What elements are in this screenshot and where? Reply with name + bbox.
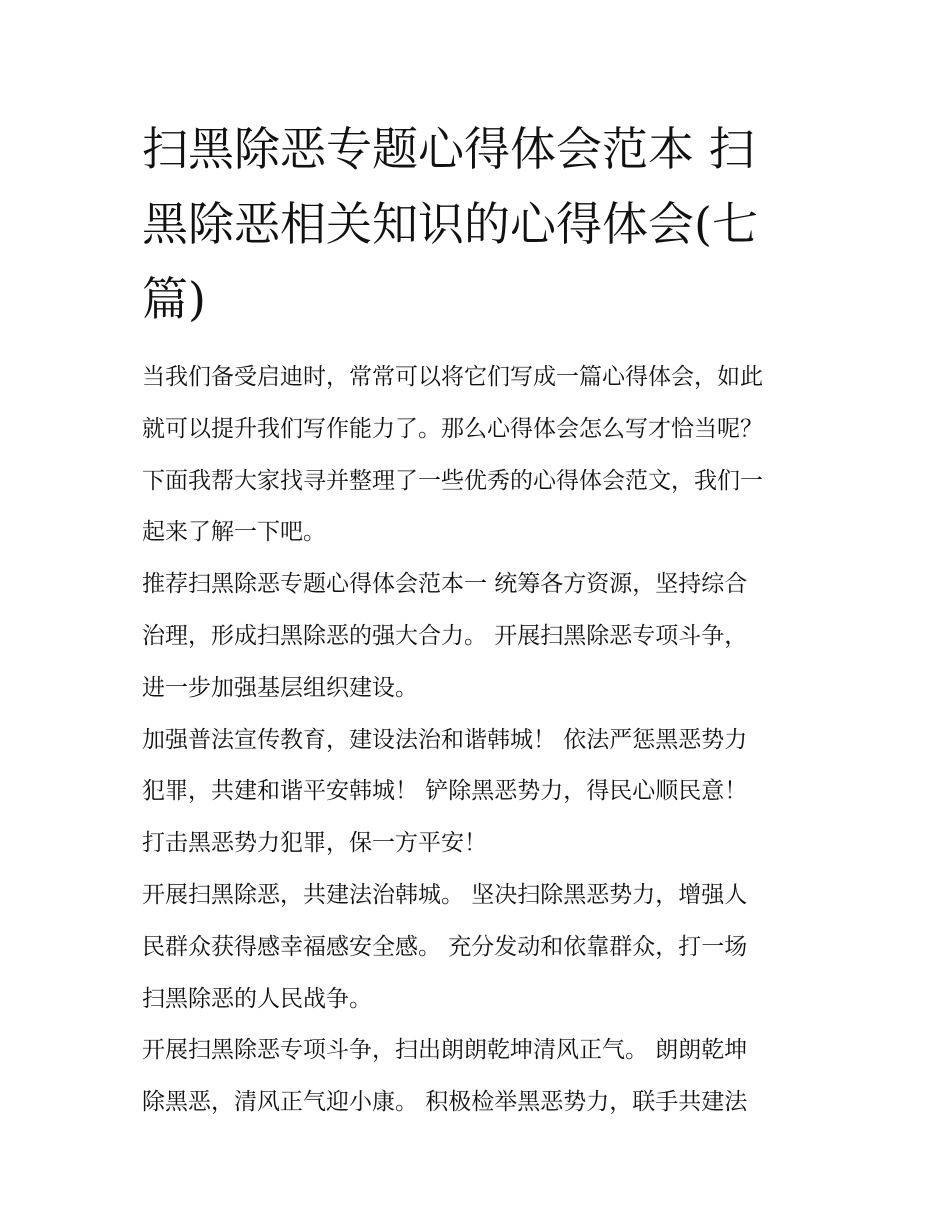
text-line: 打击黑恶势力犯罪，保一方平安！	[142, 830, 487, 857]
paragraph-slogans-two	[142, 870, 822, 1025]
title-line: 黑除恶相关知识的心得体会(七	[142, 197, 758, 251]
text-line: 下面我帮大家找寻并整理了一些优秀的心得体会范文，我们一	[142, 467, 763, 494]
text-line: 开展扫黑除恶，共建法治韩城。 坚决扫除黑恶势力，增强人	[142, 881, 748, 908]
document-body	[142, 352, 822, 1129]
text-line: 就可以提升我们写作能力了。那么心得体会怎么写才恰当呢？	[142, 415, 763, 442]
text-line: 推荐扫黑除恶专题心得体会范本一 统筹各方资源，坚持综合	[142, 571, 748, 598]
paragraph-sample-one	[142, 559, 822, 714]
text-line: 当我们备受启迪时，常常可以将它们写成一篇心得体会，如此	[142, 364, 763, 390]
text-line: 开展扫黑除恶专项斗争，扫出朗朗乾坤清风正气。 朗朗乾坤	[142, 1037, 748, 1064]
text-line: 起来了解一下吧。	[142, 519, 326, 546]
paragraph-slogans-one	[142, 715, 822, 870]
text-line: 犯罪，共建和谐平安韩城！ 铲除黑恶势力，得民心顺民意！	[142, 778, 748, 805]
title-line: 篇)	[142, 272, 206, 326]
text-line: 加强普法宣传教育，建设法治和谐韩城！ 依法严惩黑恶势力	[142, 726, 748, 753]
text-line: 进一步加强基层组织建设。	[142, 674, 418, 701]
text-line: 民群众获得感幸福感安全感。 充分发动和依靠群众，打一场	[142, 933, 748, 960]
text-line: 扫黑除恶的人民战争。	[142, 985, 372, 1012]
text-line: 除黑恶，清风正气迎小康。 积极检举黑恶势力，联手共建法	[142, 1089, 748, 1116]
paragraph-intro	[142, 352, 822, 559]
document-title	[142, 112, 822, 337]
text-line: 治理，形成扫黑除恶的强大合力。 开展扫黑除恶专项斗争，	[142, 622, 748, 649]
title-line: 扫黑除恶专题心得体会范本 扫	[142, 122, 755, 176]
paragraph-slogans-three	[142, 1025, 822, 1129]
